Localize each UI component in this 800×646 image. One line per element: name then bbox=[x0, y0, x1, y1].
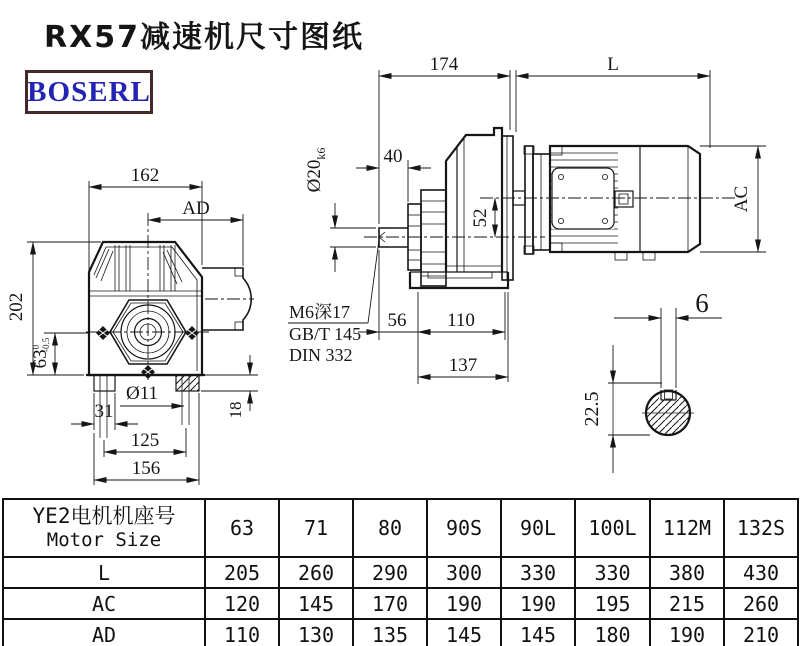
cell-L: 300 bbox=[427, 557, 501, 588]
housing-ribs bbox=[96, 245, 182, 291]
dim-key-height-label: 22.5 bbox=[581, 391, 603, 427]
shaft-key-section bbox=[581, 288, 722, 473]
size-column-header: 100L bbox=[575, 499, 650, 557]
page-title: RX57减速机尺寸图纸 bbox=[44, 20, 364, 55]
cell-L: 260 bbox=[279, 557, 353, 588]
dim-63-label: $63^0-0.5$ bbox=[30, 337, 51, 369]
dim-key-width-label: 6 bbox=[695, 288, 709, 318]
size-column-header: 80 bbox=[353, 499, 427, 557]
cell-AC: 145 bbox=[279, 588, 353, 619]
motor-size-label-en: Motor Size bbox=[46, 529, 162, 552]
gearbox-housing bbox=[408, 128, 534, 288]
dim-hole-dia-label: Ø11 bbox=[126, 383, 159, 404]
dim-125-label: 125 bbox=[130, 430, 160, 451]
cell-AD: 130 bbox=[279, 619, 353, 646]
cell-AD: 190 bbox=[650, 619, 724, 646]
cell-AD: 110 bbox=[205, 619, 279, 646]
cell-AC: 215 bbox=[650, 588, 724, 619]
dim-AC-label: AC bbox=[731, 185, 752, 213]
side-view bbox=[288, 54, 766, 384]
cell-AD: 210 bbox=[724, 619, 798, 646]
cell-L: 290 bbox=[353, 557, 427, 588]
motor-size-label-cn: YE2电机机座号 bbox=[32, 504, 176, 528]
cell-AD: 180 bbox=[575, 619, 650, 646]
row-label: L bbox=[3, 557, 205, 588]
dim-137-label: 137 bbox=[448, 355, 478, 376]
motor bbox=[480, 146, 735, 260]
front-view bbox=[6, 165, 258, 485]
section-dimensions bbox=[581, 288, 722, 473]
table-header-cell bbox=[3, 499, 205, 557]
cell-AC: 190 bbox=[427, 588, 501, 619]
cell-L: 380 bbox=[650, 557, 724, 588]
size-column-header: 63 bbox=[205, 499, 279, 557]
size-column-header: 112M bbox=[650, 499, 724, 557]
cell-AD: 135 bbox=[353, 619, 427, 646]
size-column-header: 90S bbox=[427, 499, 501, 557]
row-label: AC bbox=[3, 588, 205, 619]
dim-156-label: 156 bbox=[131, 458, 161, 479]
dim-31-label: 31 bbox=[94, 401, 114, 422]
tap-std-din-label: DIN 332 bbox=[289, 345, 353, 365]
size-column-header: 132S bbox=[724, 499, 798, 557]
cell-L: 330 bbox=[501, 557, 575, 588]
side-flange-box bbox=[202, 268, 254, 330]
table-row-L bbox=[3, 557, 798, 588]
dim-174-label: 174 bbox=[429, 54, 459, 75]
dim-L-label: L bbox=[607, 54, 619, 75]
table-header-row bbox=[3, 499, 798, 557]
cell-AC: 195 bbox=[575, 588, 650, 619]
cell-AD: 145 bbox=[501, 619, 575, 646]
dim-52-label: 52 bbox=[470, 208, 491, 228]
cell-AC: 120 bbox=[205, 588, 279, 619]
cell-AD: 145 bbox=[427, 619, 501, 646]
size-column-header: 71 bbox=[279, 499, 353, 557]
dim-202-label: 202 bbox=[6, 292, 27, 322]
tap-note-label: M6深17 bbox=[289, 302, 351, 322]
cell-AC: 170 bbox=[353, 588, 427, 619]
front-view-dimensions bbox=[6, 165, 258, 485]
dim-40-label: 40 bbox=[383, 146, 403, 167]
row-label: AD bbox=[3, 619, 205, 646]
motor-dimension-table bbox=[2, 498, 799, 646]
cell-L: 430 bbox=[724, 557, 798, 588]
side-view-dimensions bbox=[288, 54, 766, 384]
output-shaft bbox=[364, 228, 545, 247]
table-row-AD bbox=[3, 619, 798, 646]
dim-110-label: 110 bbox=[447, 310, 475, 331]
dim-shaft-dia-label: $Ø20_{k6}$ bbox=[304, 147, 328, 193]
cell-L: 205 bbox=[205, 557, 279, 588]
dim-162-label: 162 bbox=[130, 165, 160, 186]
dim-AD-label: AD bbox=[182, 198, 210, 219]
cell-L: 330 bbox=[575, 557, 650, 588]
brand-logo-text: BOSERL bbox=[27, 75, 151, 108]
dim-18-label: 18 bbox=[226, 401, 245, 419]
table-row-AC bbox=[3, 588, 798, 619]
tap-std-gb-label: GB/T 145 bbox=[289, 324, 362, 344]
dim-56-label: 56 bbox=[387, 310, 407, 331]
cell-AC: 260 bbox=[724, 588, 798, 619]
size-column-header: 90L bbox=[501, 499, 575, 557]
cell-AC: 190 bbox=[501, 588, 575, 619]
